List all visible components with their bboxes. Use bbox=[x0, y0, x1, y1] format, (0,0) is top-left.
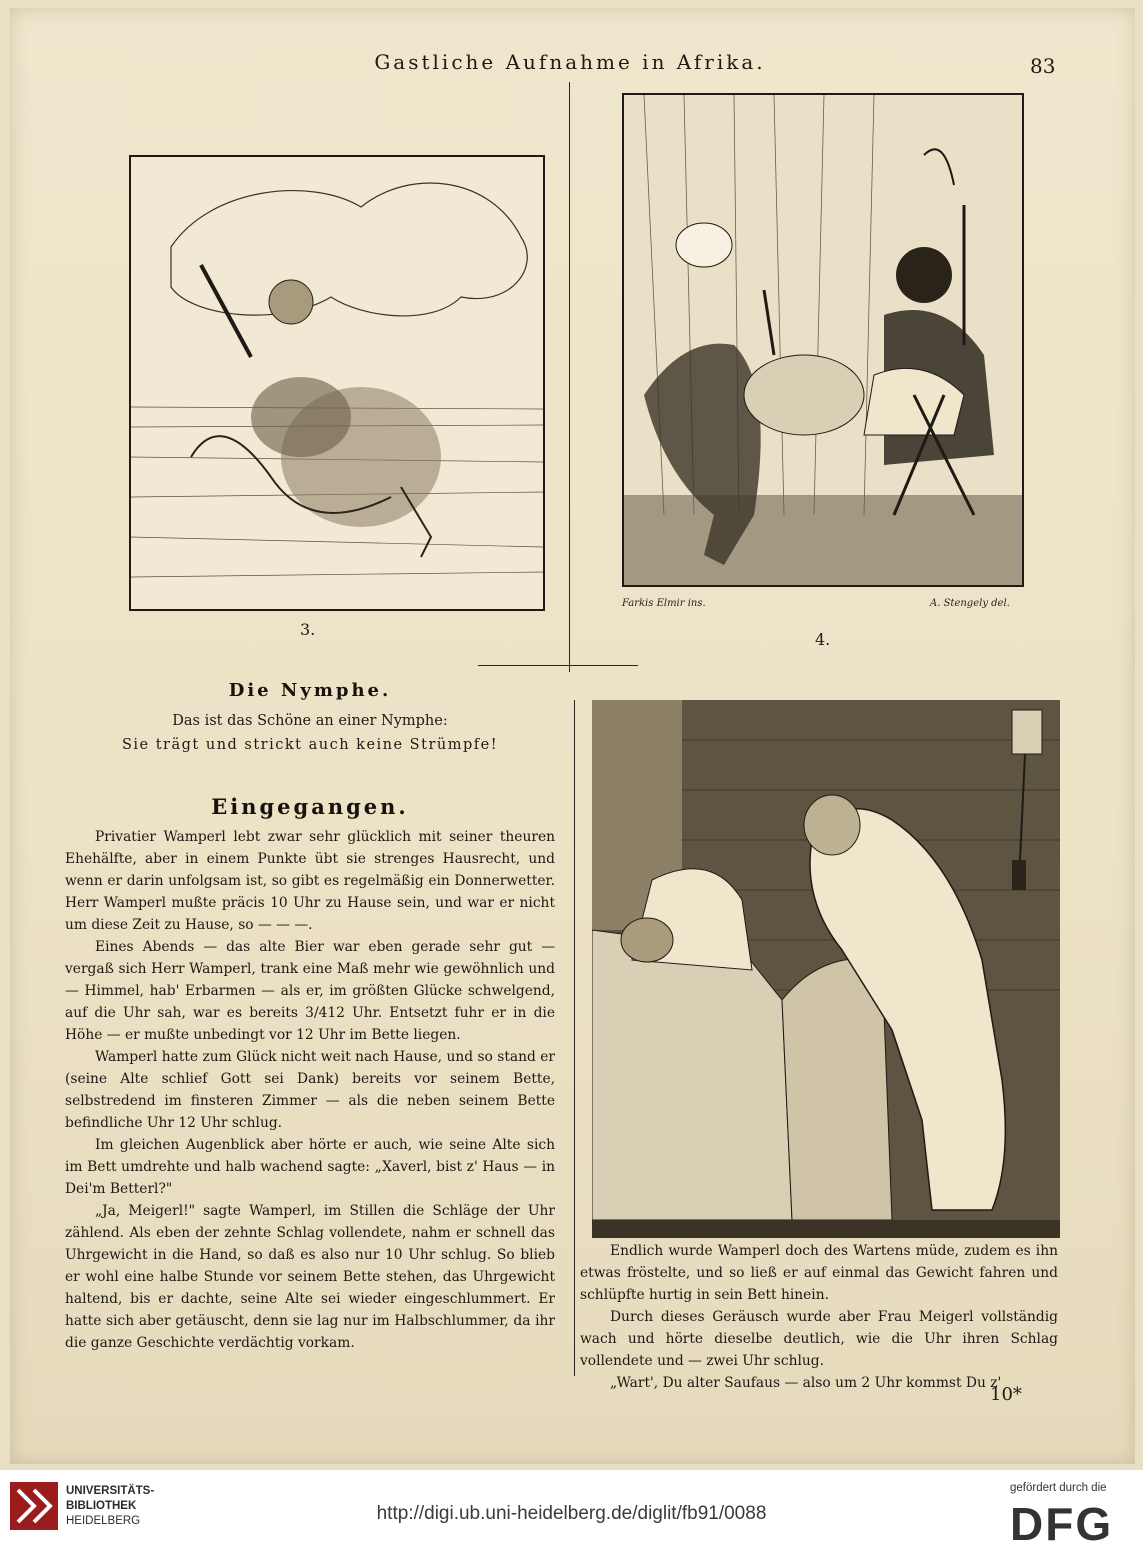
illustration-5-drawing bbox=[592, 700, 1060, 1238]
story-left-column bbox=[65, 826, 555, 1354]
nymphe-heading: Die Nymphe. bbox=[228, 680, 392, 701]
story-continuation-2: Durch dieses Geräusch wurde aber Frau Meigerl vollständig wach und hörte dieselbe deutlich, wie die Uhr ihren Schlag vollendete und — zwei Uhr schlug. bbox=[580, 1309, 1058, 1369]
column-rule-bottom bbox=[574, 700, 575, 1376]
illustration-3 bbox=[129, 155, 545, 611]
story-right-column bbox=[580, 1240, 1058, 1394]
illustration-3-drawing bbox=[131, 157, 543, 609]
viewer-footer bbox=[0, 1470, 1143, 1558]
story-paragraph-2: Eines Abends — das alte Bier war eben gerade sehr gut — vergaß sich Herr Wamperl, trank eine Maß mehr wie gewöhnlich und — Himmel, hab' Erbarmen — als er, im größten Glücke schwelgend, auf die Uhr sah, war es bereits 3/412 Uhr. Entsetzt fuhr er in die Höhe — er mußte unbedingt vor 12 Uhr im Bette liegen. bbox=[65, 939, 555, 1043]
permalink-url[interactable]: http://digi.ub.uni-heidelberg.de/diglit/fb91/0088 bbox=[376, 1503, 767, 1524]
nymphe-verse-2: Sie trägt und strickt auch keine Strümpfe! bbox=[121, 737, 499, 753]
story-continuation-1: Endlich wurde Wamperl doch des Wartens müde, zudem es ihn etwas fröstelte, und so ließ er auf einmal das Gewicht fahren und schlüpfte hurtig in sein Bett hinein. bbox=[580, 1243, 1058, 1303]
institution-line-2: BIBLIOTHEK bbox=[66, 1500, 137, 1512]
figure-3-number: 3. bbox=[300, 620, 316, 639]
engraver-signature: Farkis Elmir ins. bbox=[622, 598, 706, 609]
story-paragraph-4: Im gleichen Augenblick aber hörte er auch, wie seine Alte sich im Bett umdrehte und halb wachend sagte: „Xaverl, bist z' Haus — in Dei'm Betterl?" bbox=[65, 1137, 555, 1197]
illustration-4-drawing bbox=[624, 95, 1022, 585]
sheet-signature: 10* bbox=[990, 1384, 1022, 1405]
illustration-4 bbox=[622, 93, 1024, 587]
story-paragraph-1: Privatier Wamperl lebt zwar sehr glücklich mit seiner theuren Ehehälfte, aber in einem Punkte übt sie strenges Hausrecht, und wenn er darin unfolgsam ist, so gibt es regelmäßig ein Donnerwetter. Herr Wamperl mußte präcis 10 Uhr zu Hause sein, und war er nicht um diese Zeit zu Hause, so — — —. bbox=[65, 829, 555, 933]
column-rule-top bbox=[569, 82, 570, 672]
figure-4-number: 4. bbox=[815, 630, 831, 649]
story-continuation-3: „Wart', Du alter Saufaus — also um 2 Uhr kommst Du z' bbox=[610, 1375, 1002, 1391]
dfg-logo: DFG bbox=[1010, 1498, 1114, 1550]
institution-line-1: UNIVERSITÄTS- bbox=[66, 1485, 155, 1497]
running-title: Gastliche Aufnahme in Afrika. bbox=[374, 50, 766, 74]
nymphe-verse-1: Das ist das Schöne an einer Nymphe: bbox=[172, 713, 448, 729]
story-paragraph-5: „Ja, Meigerl!" sagte Wamperl, im Stillen die Schläge der Uhr zählend. Als eben der zehnte Schlag vollendete, nahm er schnell das Uhrgewicht in die Hand, so daß es also nur 10 Uhr schlug. So blieb er wohl eine halbe Stunde vor seinem Bette stehen, das Uhrgewicht haltend, bis er dachte, seine Alte sei wieder eingeschlummert. Er hatte sich aber getäuscht, denn sie lag nur im Halbschlummer, da ihr die ganze Geschichte verdächtig vorkam. bbox=[65, 1203, 555, 1351]
eingegangen-heading: Eingegangen. bbox=[211, 794, 409, 819]
page-number: 83 bbox=[1030, 54, 1056, 78]
institution-line-3: HEIDELBERG bbox=[66, 1515, 141, 1527]
section-rule bbox=[478, 665, 638, 666]
funder-label: gefördert durch die bbox=[1010, 1482, 1107, 1494]
story-paragraph-3: Wamperl hatte zum Glück nicht weit nach Hause, und so stand er (seine Alte schlief Gott sei Dank) bereits vor seinem Bette, selbstredend im finsteren Zimmer — als die neben seinem Bette befindliche Uhr 12 Uhr schlug. bbox=[65, 1049, 555, 1131]
illustration-5 bbox=[592, 700, 1060, 1238]
artist-signature: A. Stengely del. bbox=[930, 598, 1010, 609]
